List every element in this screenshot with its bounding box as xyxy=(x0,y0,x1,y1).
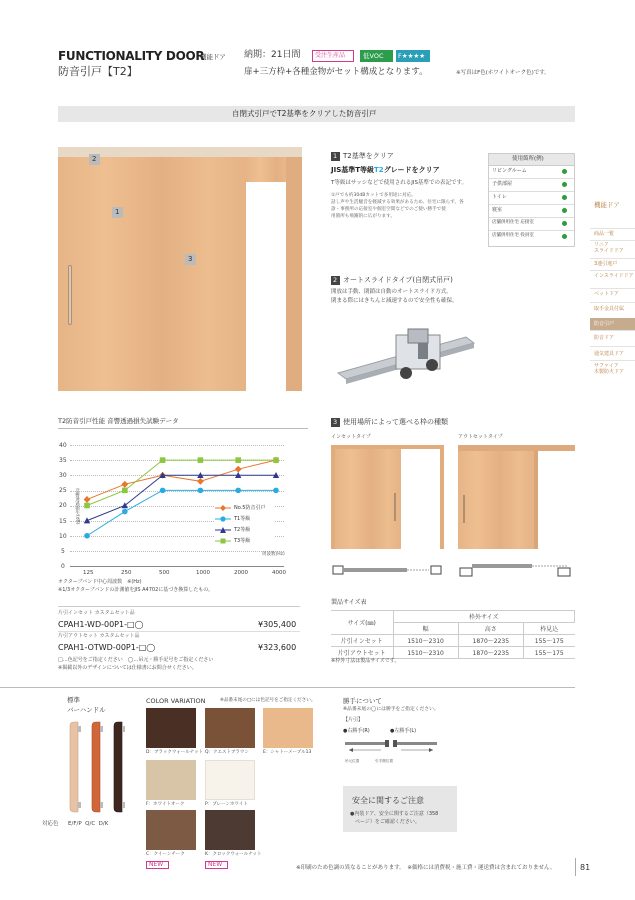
safety-text-1: ●内装ドア、安全に関するご注意（358 xyxy=(350,811,439,817)
footer-note: ※印刷のため色調の異なることがあります。 ※価格には消費税・施工費・運送費は含まれておりません。 xyxy=(296,865,556,871)
feature1-text4: 診・事務所の応接室や個室空間などでのご使い勝手で使 xyxy=(331,207,446,212)
feature1-subtitle-pre: JIS基準T等級 xyxy=(331,166,375,174)
price-code-1: CPAH1-WD-00P1-□◯ xyxy=(58,620,144,629)
safety-text-2: ページ）をご確認ください。 xyxy=(350,819,420,825)
sidebar-title: 機能ドア xyxy=(594,201,620,209)
inset-door-image xyxy=(331,445,444,549)
series-line-0 xyxy=(87,460,276,499)
chart-note-2: ※1/3オクターブバンドの計測値をJIS A4702に基づき換算したもの。 xyxy=(58,587,214,593)
data-point-s2-0 xyxy=(84,517,90,523)
bar-handle-images xyxy=(60,718,130,818)
inset-type-label: インセットタイプ xyxy=(331,434,371,440)
data-point-s1-4 xyxy=(235,488,241,494)
color-variation-title: COLOR VARIATION xyxy=(146,697,206,705)
color-variation-note: ※品番末尾の□には色記号をご指定ください。 xyxy=(220,698,316,703)
katte-right-label: 右勝手(R) xyxy=(347,728,370,734)
swatch-p-label: P：プレーンホワイト xyxy=(205,802,248,807)
col-group-cell: 枠外サイズ xyxy=(393,611,575,623)
size-table-title: 製品サイズ表 xyxy=(331,599,367,606)
feature2-text1: 開放は手動、閉鎖は自動のオートスライド方式。 xyxy=(331,289,452,295)
data-point-s3-2 xyxy=(160,457,166,463)
swatch-k xyxy=(205,810,255,850)
check-icon xyxy=(562,195,567,200)
katte-sub: 【片引】 xyxy=(343,717,364,723)
katte-left-label: 左勝手(L) xyxy=(394,728,417,734)
inset-plan-diagram xyxy=(331,562,444,578)
col-width: 幅 xyxy=(393,623,458,635)
xtick-1000: 1000 xyxy=(196,570,210,576)
page-title-suffix: 機能ドア xyxy=(200,53,226,61)
sidebar xyxy=(590,190,635,390)
door-handle xyxy=(68,265,72,325)
new-badge-k-label: NEW xyxy=(208,861,223,868)
katte-left: ●左勝手(L) xyxy=(390,728,417,734)
check-icon xyxy=(562,234,567,239)
data-point-s3-4 xyxy=(235,457,241,463)
feature1-subtitle-post: グレードをクリア xyxy=(383,166,440,174)
data-point-s3-3 xyxy=(198,457,204,463)
chart-note-1: オクターブバンド中心周波数 ※(Hz) xyxy=(58,579,142,585)
handle-label-bar: バーハンドル xyxy=(67,706,106,714)
size-row-2-name: 片引アウトセット xyxy=(331,647,393,659)
ytick-10: 10 xyxy=(59,533,67,540)
swatch-q-label: Q：クエストブラウン xyxy=(205,750,249,755)
chart-legend xyxy=(215,503,275,547)
feature1-text1: T等級はサッシなどで使用されるJIS基準での表記です。 xyxy=(331,180,468,186)
price-1: ¥305,400 xyxy=(258,620,297,629)
usage-table xyxy=(488,153,575,247)
col-height: 高さ xyxy=(458,623,523,635)
usage-table-header: 使用箇所(例) xyxy=(512,156,544,162)
size-row-2-w: 1510～2310 xyxy=(393,647,458,659)
swatch-c-label: C：クイーンチーク xyxy=(146,852,185,857)
legend-marker-triangle-icon xyxy=(215,527,231,533)
safety-title: 安全に関するご注意 xyxy=(352,796,424,805)
ytick-40: 40 xyxy=(59,442,67,449)
legend-marker-circle-icon xyxy=(215,516,231,522)
ytick-25: 25 xyxy=(59,487,67,494)
sidebar-item-linear[interactable]: リニア スライドドア xyxy=(594,242,624,254)
price-2: ¥323,600 xyxy=(258,643,297,652)
header-description: 扉+三方枠+各種金物がセット構成となります。 xyxy=(244,67,428,77)
sidebar-item-inslide[interactable]: インスライドドア xyxy=(594,273,634,279)
legend-t1: T1等級 xyxy=(234,516,251,522)
swatch-f xyxy=(146,760,196,800)
callout-2-label: 2 xyxy=(92,155,97,163)
outset-door-image xyxy=(458,445,575,549)
new-badge-c-label: NEW xyxy=(149,861,164,868)
katte-diagram-label-2: 引手側位置 xyxy=(375,759,393,763)
data-point-s3-1 xyxy=(122,488,128,494)
order-badge-label: 受注生産品 xyxy=(315,52,346,59)
sidebar-item-vent[interactable]: 通気建具ドア xyxy=(594,351,624,357)
price-code-2: CPAH1-OTWD-00P1-□◯ xyxy=(58,643,156,652)
feature1-subtitle xyxy=(331,167,440,174)
handle-color-label: 対応色 xyxy=(42,821,59,827)
data-point-s1-0 xyxy=(84,533,90,539)
katte-title: 勝手について xyxy=(343,697,382,705)
sidebar-item-sapphire[interactable]: サファイア 木製防火ドア xyxy=(594,363,624,375)
swatch-c xyxy=(146,810,196,850)
feature3-title: 使用場所によって選べる枠の種類 xyxy=(343,418,448,426)
feature1-text2: ①戸でも約30dBカットで多用途に対応。 xyxy=(331,193,416,198)
col-depth: 枠見込 xyxy=(523,623,574,635)
data-point-s0-4 xyxy=(235,466,242,473)
check-icon xyxy=(562,208,567,213)
page-number: 81 xyxy=(580,863,591,872)
feature2-number: 2 xyxy=(333,276,338,284)
data-point-s0-3 xyxy=(197,478,204,485)
size-label-cell: サイズ(㎜) xyxy=(331,611,393,635)
size-row-2-d: 155～175 xyxy=(523,647,574,659)
ytick-35: 35 xyxy=(59,457,67,464)
handle-label-standard: 標準 xyxy=(67,696,80,704)
xtick-4000: 4000 xyxy=(272,570,286,576)
outset-plan-diagram xyxy=(458,562,575,578)
swatch-p xyxy=(205,760,255,800)
katte-right: ●右勝手(R) xyxy=(343,728,370,734)
voc-badge-label: 低VOC xyxy=(363,52,384,60)
data-point-s1-1 xyxy=(122,509,128,515)
usage-row-6: 店舗併用住宅 役員室 xyxy=(492,233,534,238)
main-photo xyxy=(58,147,302,391)
data-point-s1-3 xyxy=(198,488,204,494)
swatch-f-label: F：ホワイトオーク xyxy=(146,802,185,807)
feature1-text5: 用箇所も飛躍的に広がります。 xyxy=(331,214,395,219)
callout-3-label: 3 xyxy=(188,255,193,263)
safety-box xyxy=(343,786,457,832)
size-row-1-h: 1870～2235 xyxy=(458,635,523,647)
feature2-title: オートスライドタイプ(自閉式吊戸) xyxy=(343,276,453,284)
feature1-subtitle-accent: T2 xyxy=(374,166,384,174)
price-category-2: 片引アウトセット カスタムセット品 xyxy=(58,633,140,639)
check-icon xyxy=(562,182,567,187)
y-axis-label: 音響透過損失(dB) xyxy=(74,488,80,525)
usage-row-2: 子供部屋 xyxy=(492,181,513,187)
feature2-text2: 閉まる際にはきちんと減速するので安全性も確保。 xyxy=(331,298,458,304)
check-icon xyxy=(562,169,567,174)
price-category-1: 片引インセット カスタムセット品 xyxy=(58,610,135,616)
ytick-30: 30 xyxy=(59,472,67,479)
size-row-2-h: 1870～2235 xyxy=(458,647,523,659)
xtick-500: 500 xyxy=(159,570,170,576)
feature3-number: 3 xyxy=(333,418,338,426)
photo-note: ※写真はF色(ホワイトオーク色)です。 xyxy=(456,70,550,76)
handle-colors: E/F/P Q/C D/K xyxy=(68,821,109,827)
swatch-d xyxy=(146,708,196,748)
ytick-15: 15 xyxy=(59,518,67,525)
page-title: FUNCTIONALITY DOOR xyxy=(58,49,205,63)
product-name: 防音引戸【T2】 xyxy=(58,65,138,78)
usage-row-4: 寝室 xyxy=(492,207,503,213)
usage-row-1: リビングルーム xyxy=(492,168,527,174)
swatch-q xyxy=(205,708,255,748)
price-note-1: □…色記号をご指定ください ◯…吊元・勝手記号をご指定ください xyxy=(58,657,214,663)
data-point-s3-0 xyxy=(84,503,90,509)
feature1-text3: 話し声や生活騒音を軽減する効果があるため、住宅に限らず、各 xyxy=(331,200,464,205)
data-point-s1-2 xyxy=(160,488,166,494)
sidebar-item-soundproof-door[interactable]: 防音ドア xyxy=(594,335,614,341)
xtick-2000: 2000 xyxy=(234,570,248,576)
callout-1-label: 1 xyxy=(115,208,120,216)
sidebar-item-hardware[interactable]: 取手金具付属 xyxy=(594,306,625,312)
swatch-e xyxy=(263,708,313,748)
feature1-title: T2基準をクリア xyxy=(343,152,394,160)
check-icon xyxy=(562,221,567,226)
data-point-s0-0 xyxy=(84,496,91,503)
data-point-s0-1 xyxy=(121,481,128,488)
swatch-k-label: K：クロックウォールナット xyxy=(205,852,262,857)
legend-marker-square-icon xyxy=(215,538,231,544)
swatch-e-label: E：シャトーメープル13 xyxy=(263,750,312,755)
banner-text: 自閉式引戸でT2基準をクリアした防音引戸 xyxy=(232,109,377,118)
slide-rail-image xyxy=(336,315,476,395)
usage-row-3: トイレ xyxy=(492,194,507,200)
size-row-1-d: 155～175 xyxy=(523,635,574,647)
feature1-number: 1 xyxy=(333,152,338,160)
size-row-1-name: 片引インセット xyxy=(331,635,393,647)
door-panel xyxy=(58,157,246,391)
size-row-1-w: 1510～2310 xyxy=(393,635,458,647)
ytick-0: 0 xyxy=(61,563,65,570)
x-axis-label: 周波数(Hz) xyxy=(262,552,285,557)
data-point-s3-5 xyxy=(273,457,279,463)
katte-note: ※品番末尾の◯には勝手をご指定ください。 xyxy=(343,707,439,712)
sidebar-item-3ren[interactable]: 3連引違戸 xyxy=(594,261,618,267)
lead-time: 納期：21日間 xyxy=(244,50,301,60)
xtick-125: 125 xyxy=(83,570,94,576)
usage-row-5: 店舗併用住宅 応接室 xyxy=(492,220,534,225)
legend-no5: No.5防音引戸 xyxy=(234,505,266,511)
xtick-250: 250 xyxy=(121,570,132,576)
legend-t2: T2等級 xyxy=(234,527,251,533)
f-badge-label: F★★★★ xyxy=(398,52,426,60)
legend-t3: T3等級 xyxy=(234,538,251,544)
legend-marker-diamond-icon xyxy=(215,505,231,511)
swatch-d-label: D：ブラックウォールナット xyxy=(146,750,204,755)
outset-type-label: アウトセットタイプ xyxy=(458,434,503,440)
katte-diagram-label-1: 吊元位置 xyxy=(345,759,360,763)
chart-title: T2防音引戸性能 音響透過損失試験データ xyxy=(58,417,179,425)
price-note-2: ※掲載以外のデザインについては仕様書にお問合せください。 xyxy=(58,665,197,671)
sidebar-item-list[interactable]: 商品一覧 xyxy=(594,231,615,237)
ytick-20: 20 xyxy=(59,502,67,509)
data-point-s1-5 xyxy=(273,488,279,494)
size-table-note: ※枠外寸法は製品サイズです。 xyxy=(331,658,400,664)
size-table xyxy=(331,610,575,659)
ytick-5: 5 xyxy=(61,548,65,555)
sidebar-item-pet[interactable]: ペットドア xyxy=(594,291,619,297)
sidebar-item-soundproof-sliding[interactable]: 防音引戸 xyxy=(594,321,615,327)
